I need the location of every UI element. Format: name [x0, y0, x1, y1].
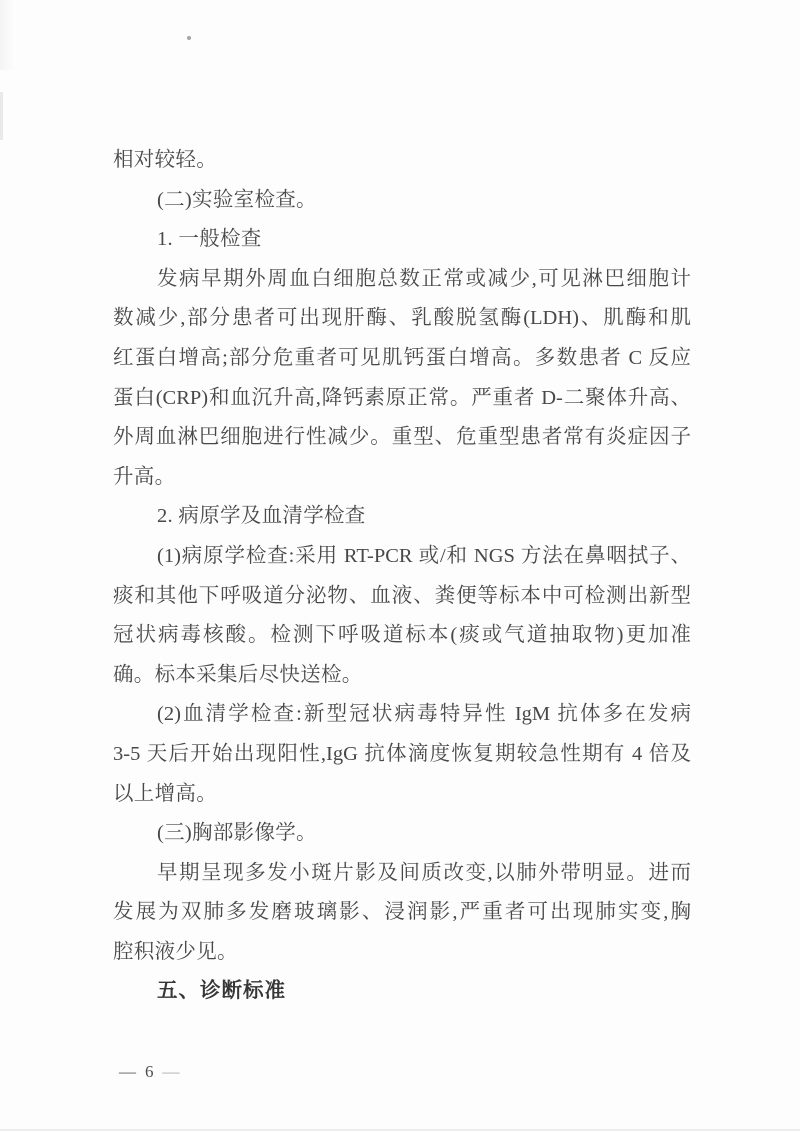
- document-text-block: [113, 141, 691, 1012]
- scan-corner-shade: [0, 0, 14, 70]
- text-line: (1)病原学检查:采用 RT-PCR 或/和 NGS 方法在鼻咽拭子、: [157, 544, 691, 567]
- text-line: 外周血淋巴细胞进行性减少。重型、危重型患者常有炎症因子: [113, 426, 691, 449]
- text-line: 以上增高。: [113, 782, 217, 805]
- text-line: (二)实验室检查。: [157, 188, 317, 211]
- text-line: 痰和其他下呼吸道分泌物、血液、粪便等标本中可检测出新型: [113, 584, 691, 607]
- text-line: 3-5 天后开始出现阳性,IgG 抗体滴度恢复期较急性期有 4 倍及: [113, 742, 691, 765]
- scan-speck: [187, 36, 191, 40]
- text-line: (2)血清学检查:新型冠状病毒特异性 IgM 抗体多在发病: [157, 703, 691, 726]
- text-line: 相对较轻。: [113, 149, 217, 171]
- text-line: 确。标本采集后尽快送检。: [113, 663, 363, 686]
- text-line: 早期呈现多发小斑片影及间质改变,以肺外带明显。进而: [157, 861, 691, 884]
- text-line: 1. 一般检查: [157, 228, 262, 251]
- text-line: 腔积液少见。: [113, 940, 238, 963]
- text-line: 发病早期外周血白细胞总数正常或减少,可见淋巴细胞计: [157, 267, 691, 290]
- text-line: 升高。: [113, 465, 176, 488]
- page-number-dash-left: —: [119, 1062, 136, 1081]
- text-line: (三)胸部影像学。: [157, 822, 317, 845]
- page-number: [119, 1059, 180, 1085]
- text-line: 数减少,部分患者可出现肝酶、乳酸脱氢酶(LDH)、肌酶和肌: [113, 307, 691, 330]
- text-line: 冠状病毒核酸。检测下呼吸道标本(痰或气道抽取物)更加准: [113, 624, 691, 647]
- section-heading: 五、诊断标准: [157, 980, 286, 1003]
- text-line: 发展为双肺多发磨玻璃影、浸润影,严重者可出现肺实变,胸: [113, 901, 691, 924]
- text-line: 红蛋白增高;部分危重者可见肌钙蛋白增高。多数患者 C 反应: [113, 346, 691, 369]
- scan-edge-artifact: [0, 92, 3, 140]
- page-number-dash-right: —: [162, 1062, 180, 1081]
- page-number-value: 6: [145, 1062, 154, 1081]
- text-line: 2. 病原学及血清学检查: [157, 505, 366, 528]
- text-line: 蛋白(CRP)和血沉升高,降钙素原正常。严重者 D-二聚体升高、: [113, 386, 691, 409]
